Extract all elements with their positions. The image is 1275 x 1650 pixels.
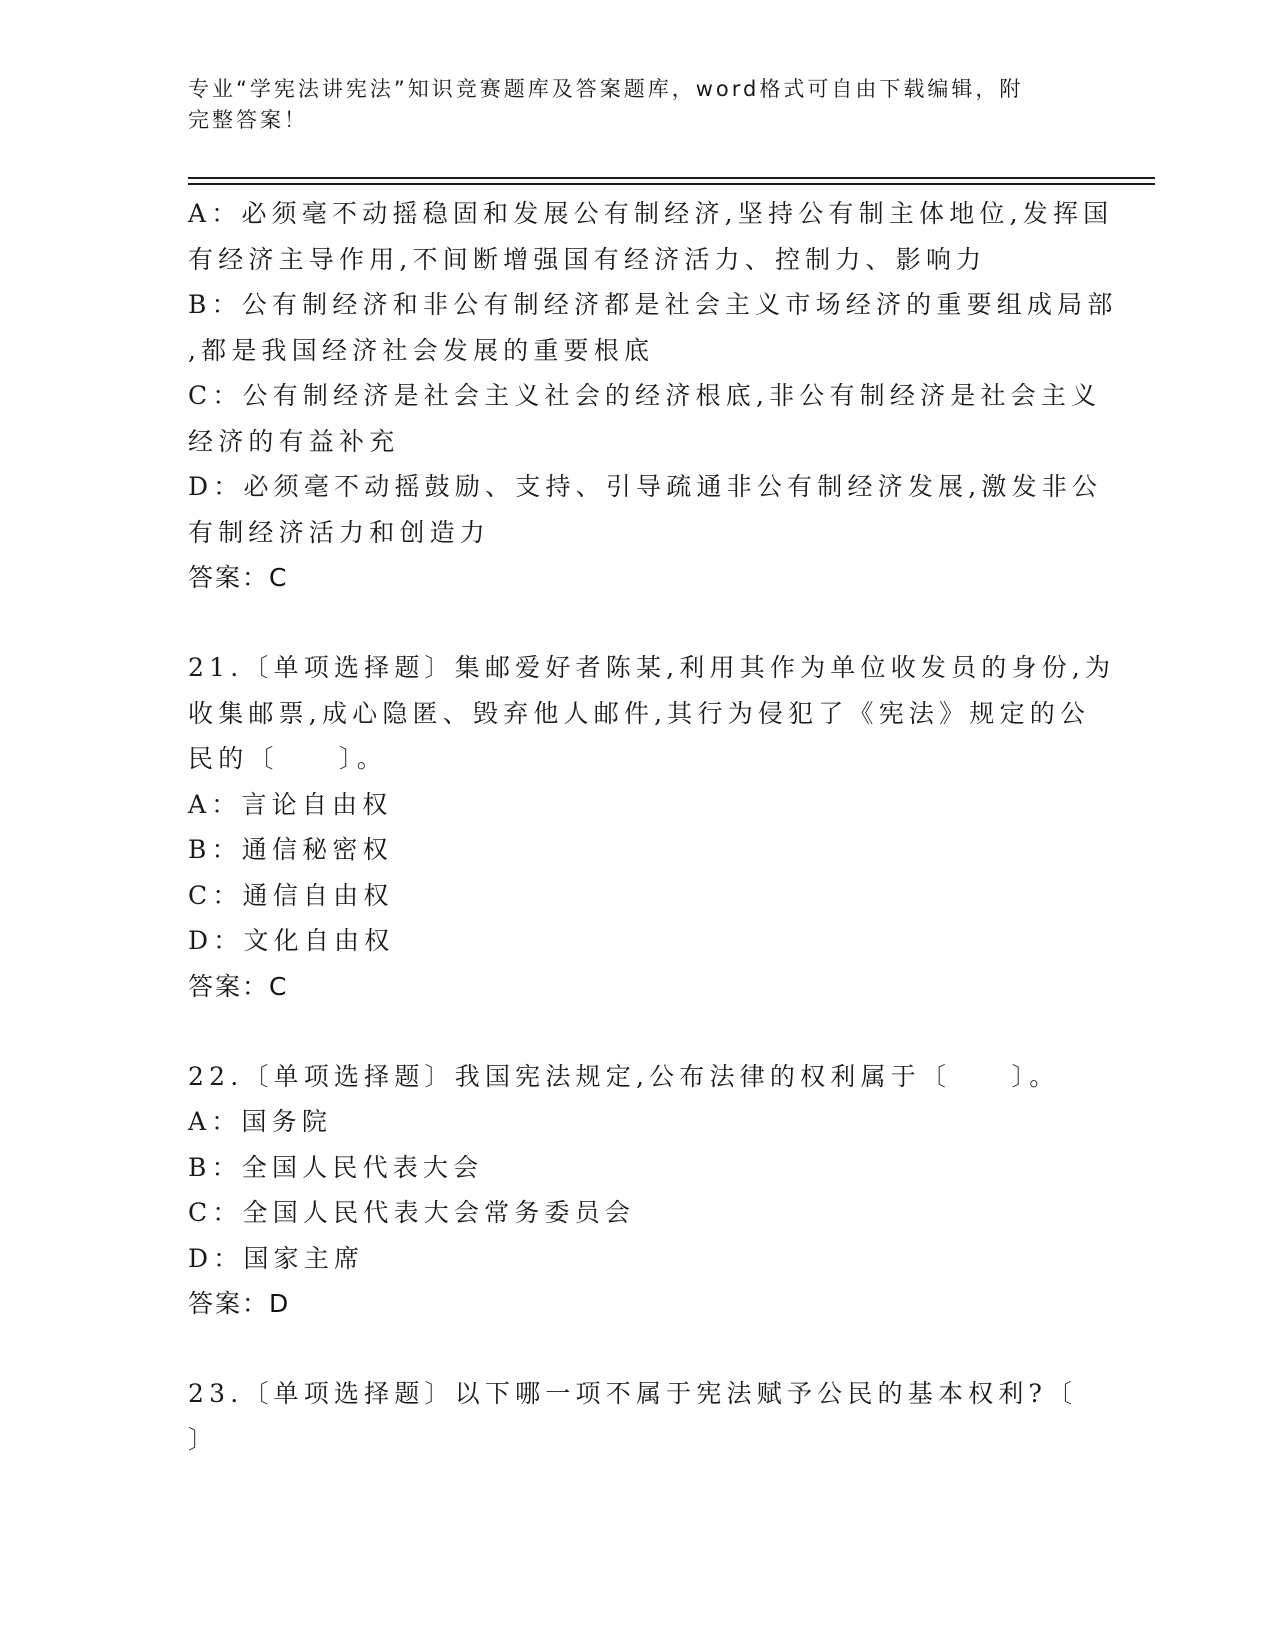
spacer xyxy=(188,601,1088,645)
question-stem-line: 21.〔单项选择题〕集邮爱好者陈某,利用其作为单位收发员的身份,为 xyxy=(188,653,1116,682)
question-stem-line: 〕 xyxy=(188,1424,219,1454)
answer-label: 答案：C xyxy=(188,971,289,1001)
option-line: A：必须毫不动摇稳固和发展公有制经济,坚持公有制主体地位,发挥国 xyxy=(188,199,1114,228)
option-b xyxy=(188,282,1118,373)
question-22 xyxy=(188,1054,1088,1328)
option-line: B：公有制经济和非公有制经济都是社会主义市场经济的重要组成局部 xyxy=(188,290,1118,319)
option-a: A：国务院 xyxy=(188,1107,333,1136)
option-line: 有制经济活力和创造力 xyxy=(188,517,491,547)
document-header xyxy=(188,74,1068,136)
option-d xyxy=(188,464,1103,555)
option-line: C：公有制经济是社会主义社会的经济根底,非公有制经济是社会主义 xyxy=(188,381,1102,410)
option-line: 经济的有益补充 xyxy=(188,426,400,456)
option-line: D：必须毫不动摇鼓励、支持、引导疏通非公有制经济发展,激发非公 xyxy=(188,472,1103,501)
question-20-continued xyxy=(188,191,1118,601)
option-a: A：言论自由权 xyxy=(188,789,393,819)
option-c: C：全国人民代表大会常务委员会 xyxy=(188,1198,636,1227)
answer-label: 答案：D xyxy=(188,1289,291,1318)
question-21 xyxy=(188,645,1116,1010)
option-line: 有经济主导作用,不间断增强国有经济活力、控制力、影响力 xyxy=(188,244,987,274)
spacer xyxy=(188,1010,1088,1054)
option-b: B：全国人民代表大会 xyxy=(188,1152,484,1182)
option-c xyxy=(188,373,1102,464)
header-rule-top xyxy=(188,177,1155,179)
answer-label: 答案：C xyxy=(188,563,289,592)
question-stem-line: 22.〔单项选择题〕我国宪法规定,公布法律的权利属于〔 〕。 xyxy=(188,1061,1060,1091)
option-d: D：文化自由权 xyxy=(188,926,395,955)
question-stem-line: 23.〔单项选择题〕以下哪一项不属于宪法赋予公民的基本权利?〔 xyxy=(188,1379,1078,1408)
question-stem-line: 民的〔 〕。 xyxy=(188,744,387,773)
option-d: D：国家主席 xyxy=(188,1243,365,1273)
question-stem-line: 收集邮票,成心隐匿、毁弃他人邮件,其行为侵犯了《宪法》规定的公 xyxy=(188,698,1091,728)
question-23 xyxy=(188,1371,1088,1462)
document-body xyxy=(188,191,1118,1462)
spacer xyxy=(188,1327,1088,1371)
option-line: ,都是我国经济社会发展的重要根底 xyxy=(188,335,655,365)
header-rule-bottom xyxy=(188,183,1155,185)
header-line-1: 专业“学宪法讲宪法”知识竞赛题库及答案题库，word格式可自由下载编辑，附 xyxy=(188,77,1024,101)
option-b: B：通信秘密权 xyxy=(188,835,393,864)
option-a xyxy=(188,191,1114,282)
option-c: C：通信自由权 xyxy=(188,880,394,910)
header-line-2: 完整答案！ xyxy=(188,108,308,132)
